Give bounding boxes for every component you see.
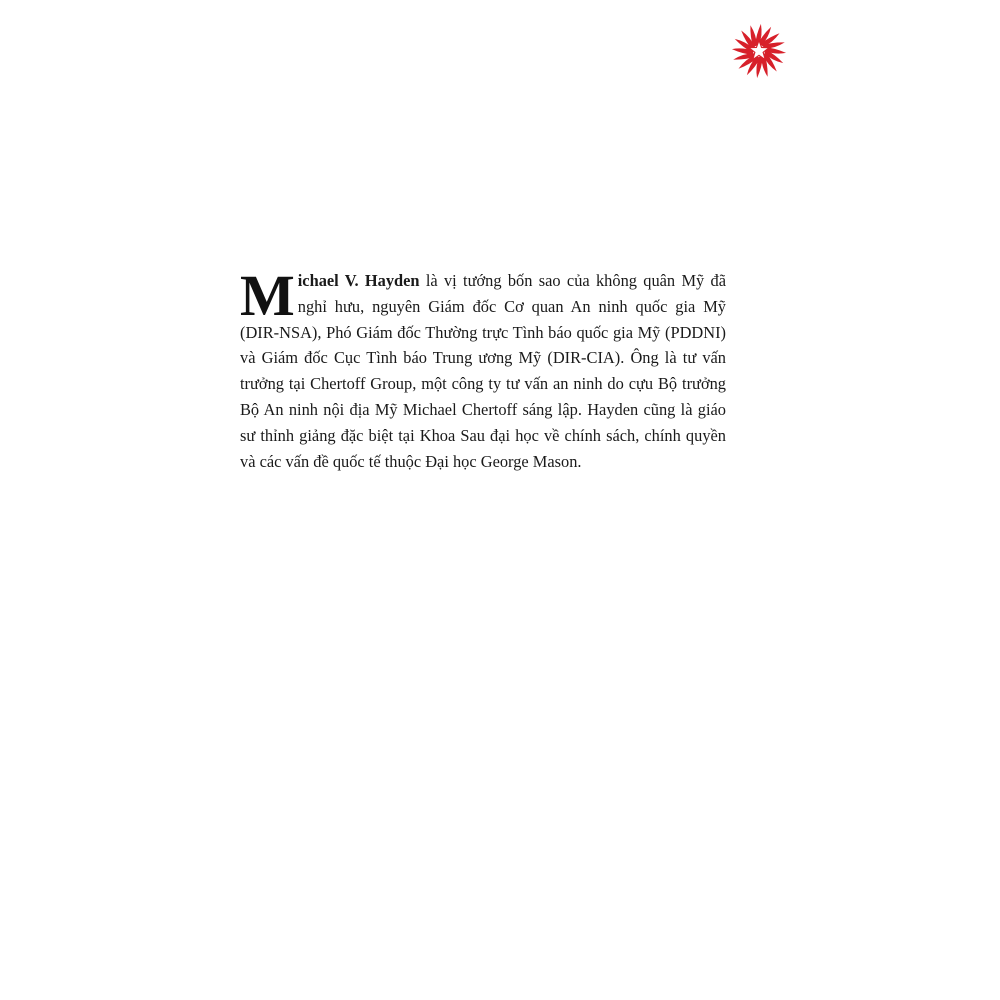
author-name: ichael V. Hayden (297, 271, 420, 290)
drop-cap: M (240, 263, 295, 328)
red-starburst-logo-icon (730, 22, 788, 80)
author-bio (240, 263, 726, 474)
bio-text: là vị tướng bốn sao của không quân Mỹ đã nghỉ hưu, nguyên Giám đốc Cơ quan An ninh quốc gia Mỹ (DIR-NSA), Phó Giám đốc Thường trực Tình báo quốc gia Mỹ (PDDNI) và Giám đốc Cục Tình báo Trung ương Mỹ (DIR-CIA). Ông là tư vấn trưởng tại Chertoff Group, một công ty tư vấn an ninh do cựu Bộ trưởng Bộ An ninh nội địa Mỹ Michael Chertoff sáng lập. Hayden cũng là giáo sư thỉnh giảng đặc biệt tại Khoa Sau đại học về chính sách, chính quyền và các vấn đề quốc tế thuộc Đại học George Mason. (240, 271, 726, 471)
